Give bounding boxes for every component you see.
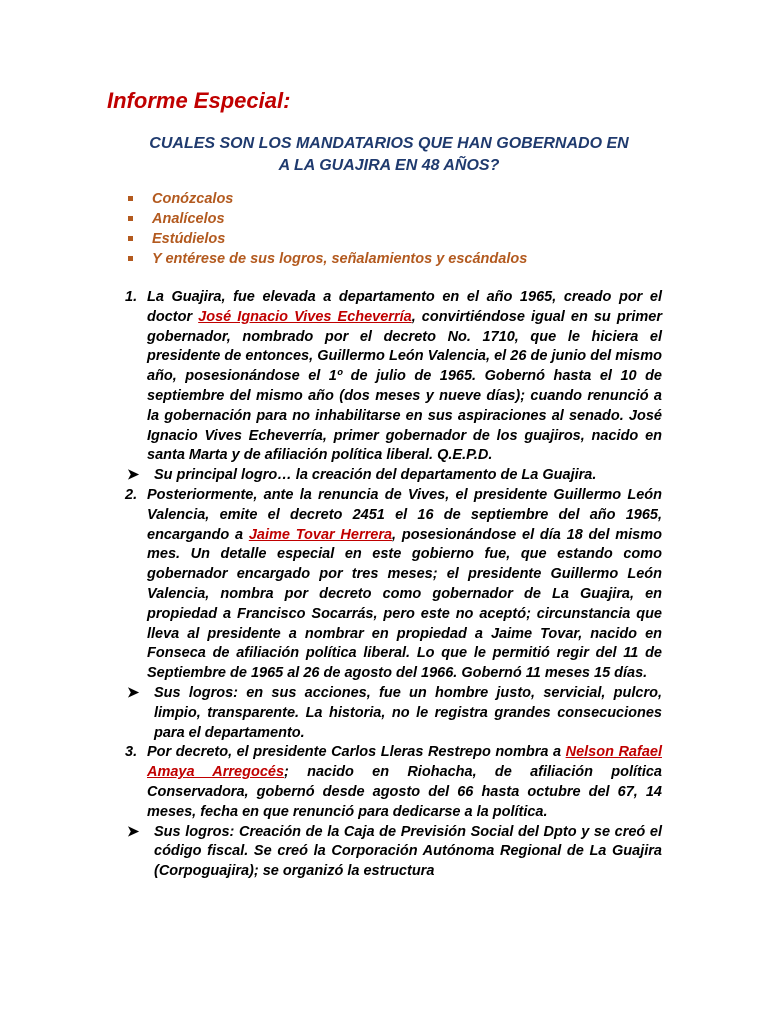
- governor-entry-2: [125, 486, 662, 743]
- square-bullet-icon: [128, 256, 133, 261]
- entry-number: 1.: [125, 289, 138, 305]
- governor-link[interactable]: Jaime Tovar Herrera: [248, 526, 393, 543]
- governor-list: [125, 288, 662, 882]
- bullet-item: Analícelos: [128, 209, 527, 229]
- report-subtitle: [100, 133, 678, 177]
- governor-link[interactable]: Nelson Rafael Amaya Arregocés: [147, 744, 662, 781]
- entry-paragraph: 3. Por decreto, el presidente Carlos Lleras Restrepo nombra a Nelson Rafael Amaya Arregocés; nacido en Riohacha, de afiliación política Conservadora, gobernó desde agosto del 66 hasta octubre del 67, 14 meses, fecha en que renunció para dedicarse a la política.: [125, 744, 662, 820]
- entry-paragraph: 1. La Guajira, fue elevada a departamento en el año 1965, creado por el doctor José Ignacio Vives Echeverría, convirtiéndose igual en su primer gobernador, nombrado por el decreto No. 1710, que le hiciera el presidente de entonces, Guillermo León Valencia, el 26 de junio del mismo año, posesionándose el 1º de julio de 1965. Gobernó hasta el 10 de septiembre del mismo año (dos meses y nueve días); cuando renunció a la gobernación para no inhabilitarse en sus aspiraciones al senado. José Ignacio Vives Echeverría, primer gobernador de los guajiros, nacido en santa Marta y de afiliación política liberal. Q.E.P.D.: [125, 289, 662, 464]
- bullet-item: Estúdielos: [128, 229, 527, 249]
- entry-achievement: ➤ Sus logros: Creación de la Caja de Previsión Social del Dpto y se creó el código fiscal. Se creó la Corporación Autónoma Regional de La Guajira (Corpoguajira); se organizó la estructura: [127, 823, 662, 880]
- subtitle-line-1: CUALES SON LOS MANDATARIOS QUE HAN GOBERNADO EN: [149, 135, 629, 152]
- entry-paragraph: 2. Posteriormente, ante la renuncia de Vives, el presidente Guillermo León Valencia, emite el decreto 2451 el 16 de septiembre del año 1965, encargando a Jaime Tovar Herrera, posesionándose el día 18 del mismo mes. Un detalle especial en este gobierno fue, que estando como gobernador encargado por tres meses; el presidente Guillermo León Valencia, nombra por decreto como gobernador de La Guajira, en propiedad a Francisco Socarrás, pero este no aceptó; circunstancia que lleva al presidente a nombrar en propiedad a Jaime Tovar, nacido en Fonseca de afiliación política liberal. Lo que le permitió regir del 11 de Septiembre de 1965 al 26 de agosto del 1966. Gobernó 11 meses 15 días.: [125, 486, 662, 682]
- bullet-item: Conózcalos: [128, 189, 527, 209]
- bullet-list: [128, 189, 527, 269]
- bullet-item: Y entérese de sus logros, señalamientos y escándalos: [128, 249, 527, 269]
- entry-number: 3.: [125, 744, 138, 761]
- governor-entry-3: [125, 743, 662, 882]
- square-bullet-icon: [128, 216, 133, 221]
- governor-entry-1: [125, 288, 662, 486]
- entry-number: 2.: [125, 486, 138, 503]
- arrow-bullet-icon: ➤: [127, 684, 140, 701]
- square-bullet-icon: [128, 196, 133, 201]
- subtitle-line-2: A LA GUAJIRA EN 48 AÑOS?: [278, 157, 500, 174]
- governor-link[interactable]: José Ignacio Vives Echeverría: [198, 308, 412, 325]
- arrow-bullet-icon: ➤: [127, 467, 140, 484]
- arrow-bullet-icon: ➤: [127, 823, 140, 840]
- report-title: Informe Especial:: [107, 88, 291, 113]
- square-bullet-icon: [128, 236, 133, 241]
- entry-achievement: ➤ Su principal logro… la creación del departamento de La Guajira.: [127, 466, 662, 486]
- entry-achievement: ➤ Sus logros: en sus acciones, fue un hombre justo, servicial, pulcro, limpio, transparente. La historia, no le registra grandes consecuciones para el departamento.: [127, 684, 662, 741]
